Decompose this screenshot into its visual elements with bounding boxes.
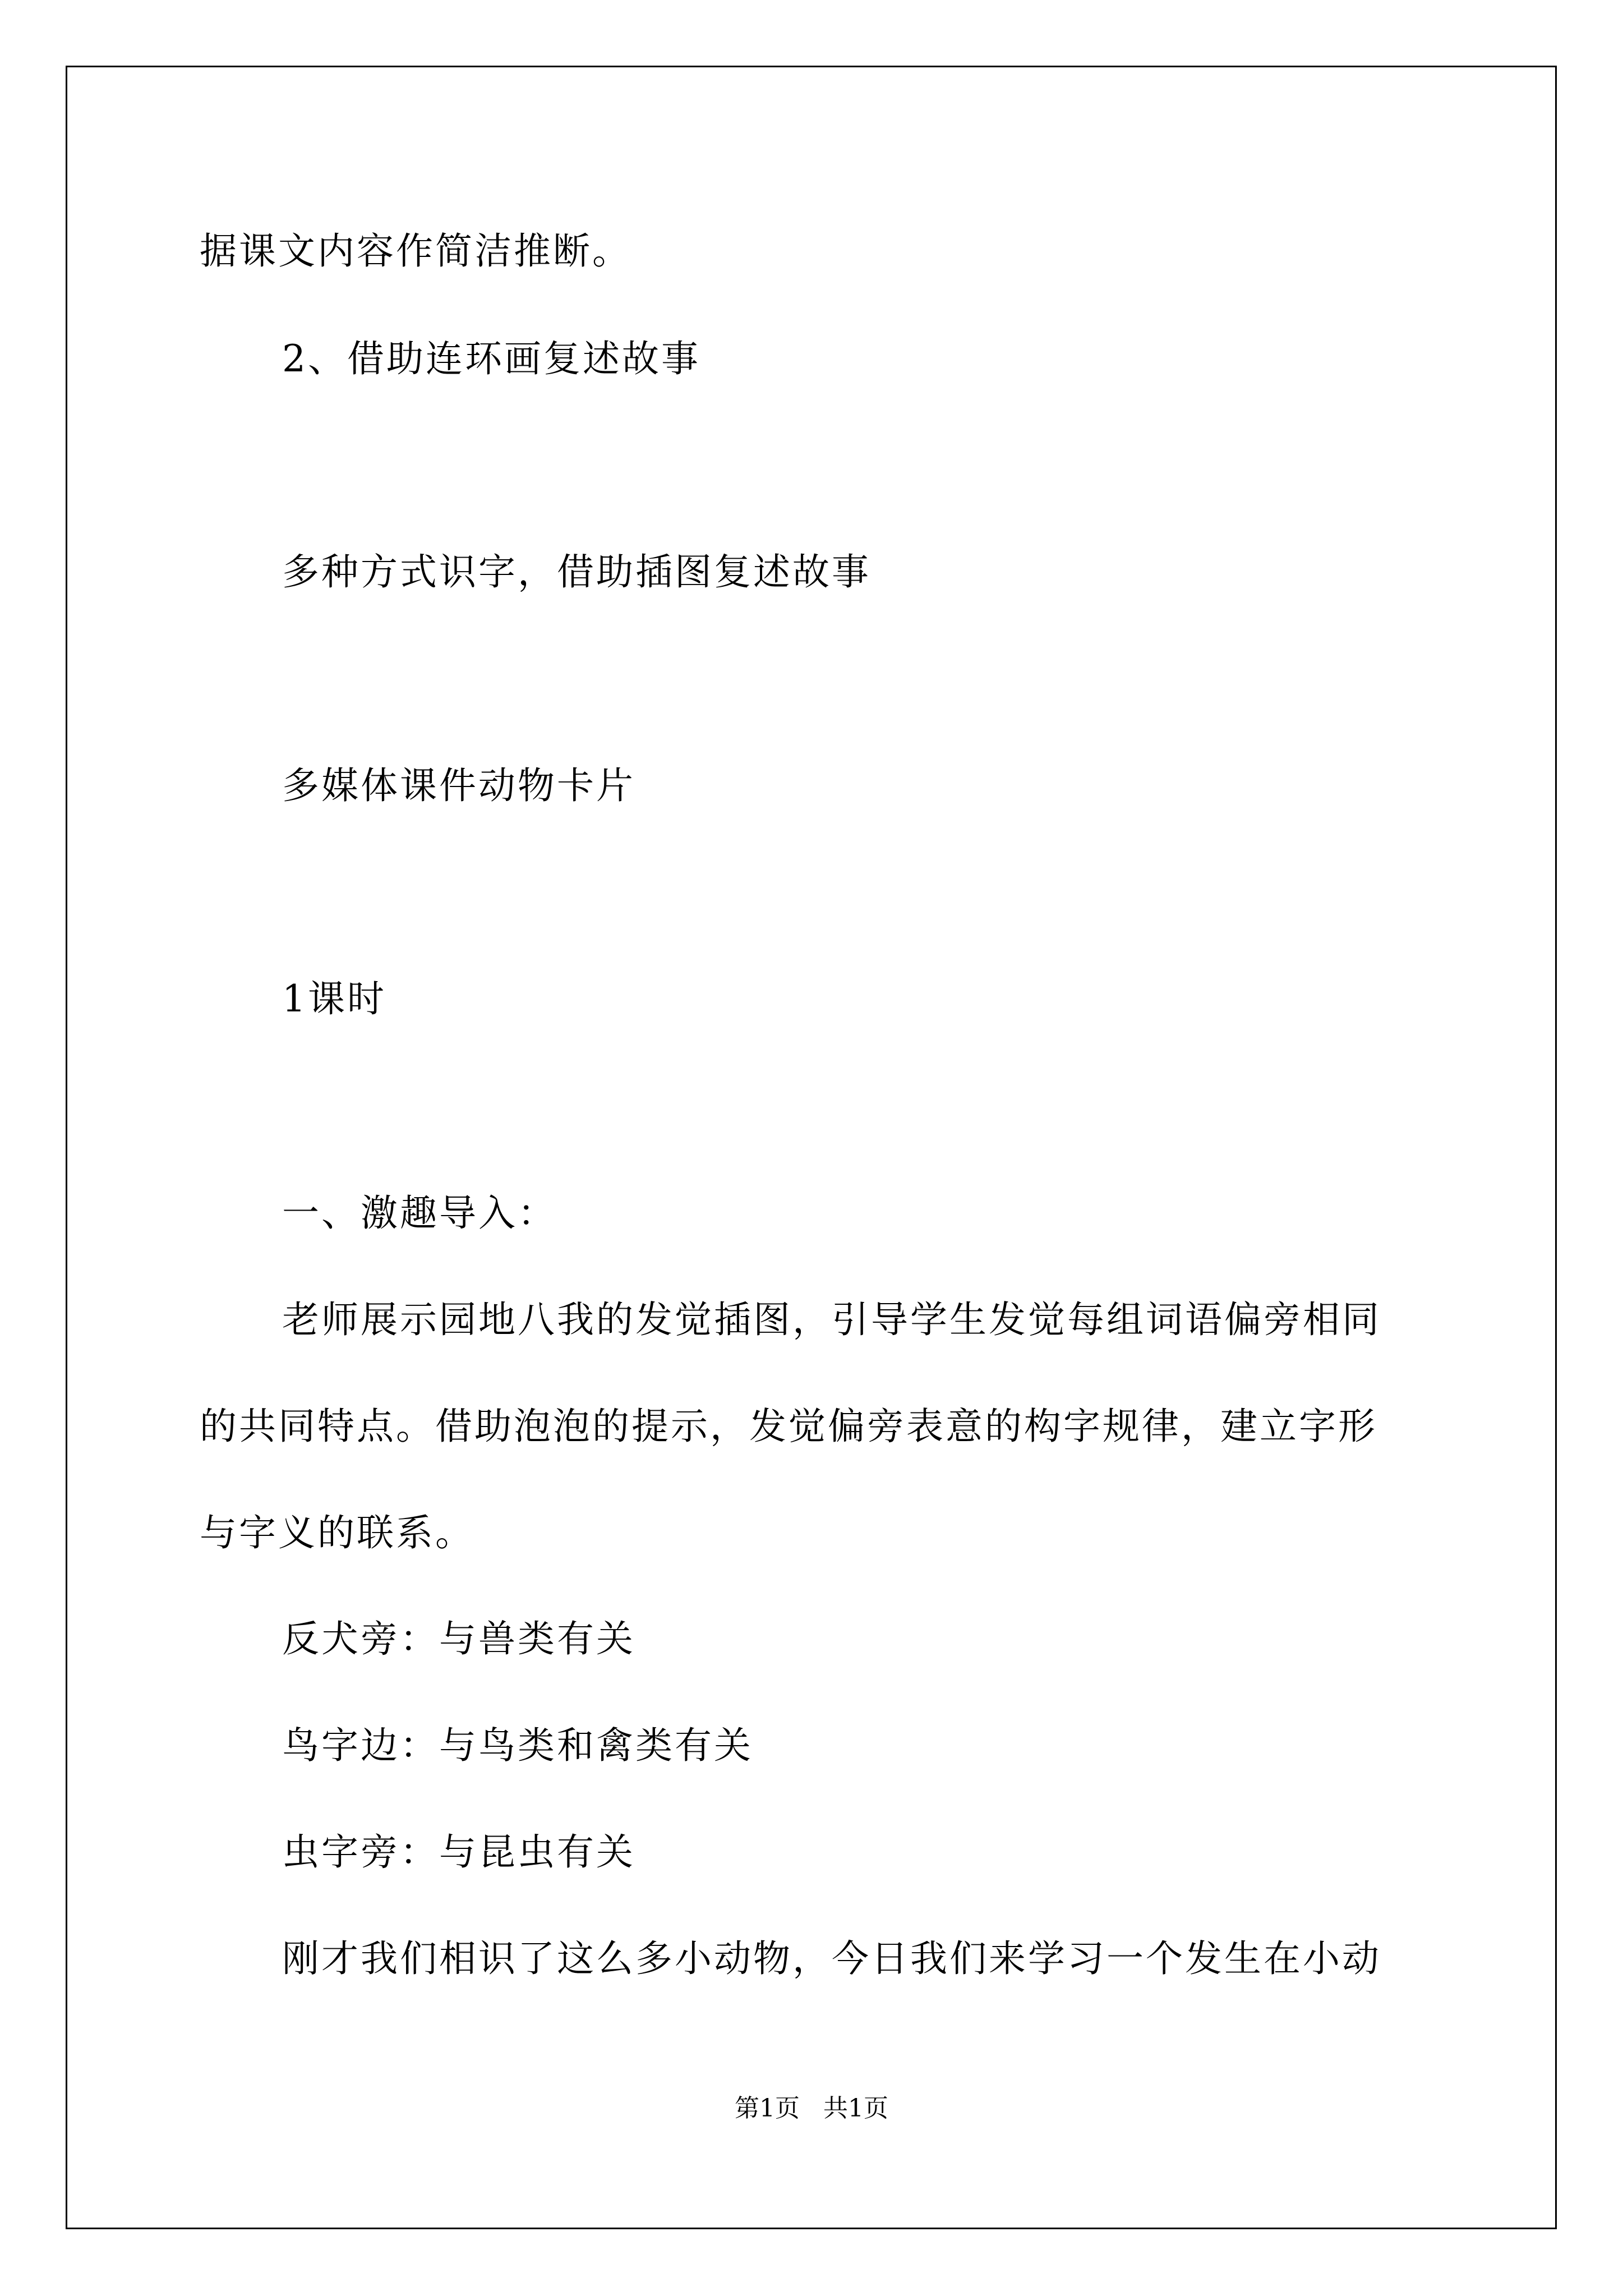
text-line: 一、激趣导入：: [282, 1191, 557, 1235]
text-line: 鸟字边：与鸟类和禽类有关: [282, 1724, 753, 1767]
text-line: 的共同特点。借助泡泡的提示，发觉偏旁表意的构字规律，建立字形: [200, 1405, 1377, 1448]
text-line: 与字义的联系。: [200, 1511, 474, 1554]
text-line: 老师展示园地八我的发觉插图，引导学生发觉每组词语偏旁相同: [282, 1298, 1381, 1341]
page-border: [66, 66, 1557, 2229]
text-line: 虫字旁：与昆虫有关: [282, 1830, 635, 1874]
text-line: 据课文内容作简洁推断。: [200, 229, 631, 273]
text-line: 刚才我们相识了这么多小动物，今日我们来学习一个发生在小动: [282, 1937, 1381, 1980]
text-line: 多种方式识字，借助插图复述故事: [282, 550, 871, 593]
text-line: 多媒体课件动物卡片: [282, 764, 635, 807]
text-line: 2、借助连环画复述故事: [282, 337, 700, 380]
page-footer: 第1页 共1页: [735, 2094, 888, 2123]
text-line: 1课时: [282, 977, 386, 1020]
text-line: 反犬旁：与兽类有关: [282, 1617, 635, 1660]
